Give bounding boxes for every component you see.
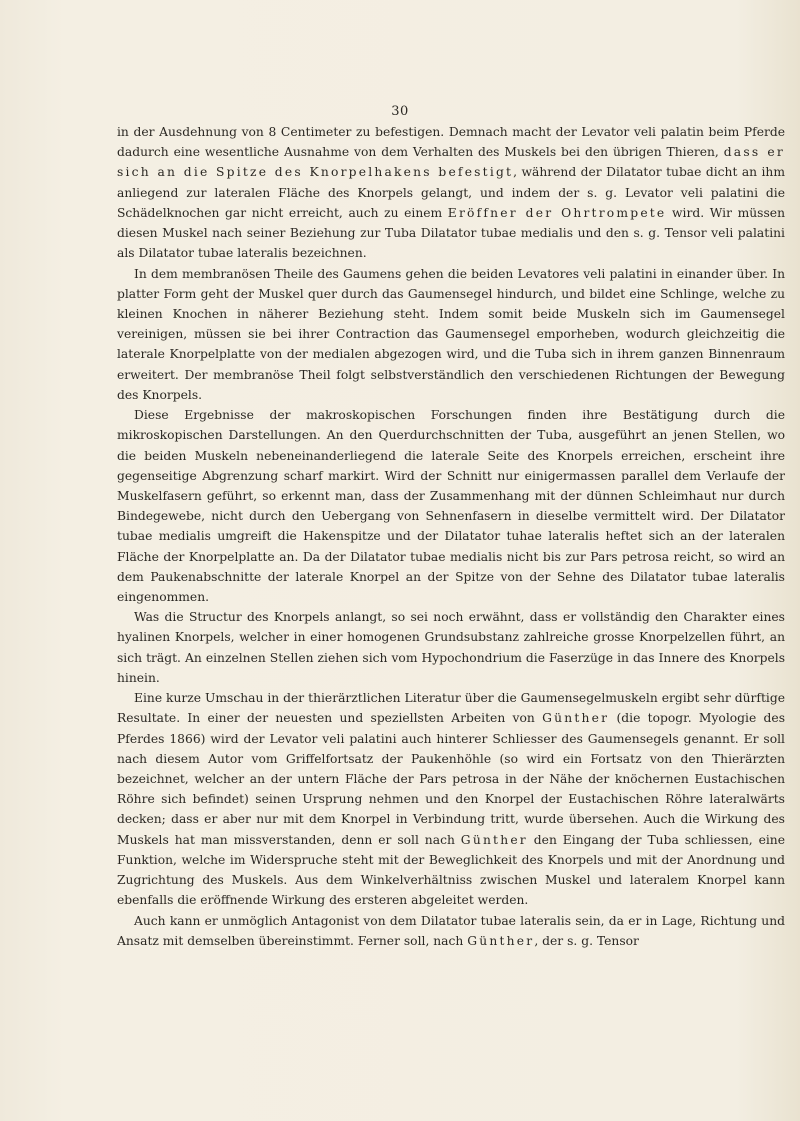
paragraph: [117, 122, 785, 264]
body-text: [117, 122, 785, 951]
spaced-author-name: Günther: [460, 832, 528, 847]
page-number: 30: [391, 104, 409, 119]
spaced-emphasis: Eröffner der Ohrtrompete: [447, 205, 667, 220]
spaced-author-name: Günther: [467, 933, 535, 948]
text-run: wird. Wir müssen diesen Muskel nach seiner Beziehung zur Tuba Dilatator tubae medialis und den s. g. Tensor veli palatini als Dilatator tubae lateralis bezeichnen.: [117, 205, 785, 261]
paragraph: [117, 405, 785, 607]
spaced-author-name: Günther: [542, 711, 610, 726]
paragraph: [117, 264, 785, 406]
text-run: Was die Structur des Knorpels anlangt, so sei noch erwähnt, dass er vollständig den Charakter eines hyalinen Knorpels, welcher in einer homogenen Grundsubstanz zahlreiche grosse Knorpelzellen führt, an sich trägt. An einzelnen Stellen ziehen sich vom Hypochondrium die Faserzüge in das Innere des Knorpels hinein.: [117, 610, 785, 685]
text-run: , der s. g. Tensor: [534, 933, 639, 948]
spaced-emphasis: dass er sich an die Spitze des Knorpelhakens befestigt: [117, 145, 785, 180]
paragraph: [117, 688, 785, 910]
text-run: In dem membranösen Theile des Gaumens gehen die beiden Levatores veli palatini in einander über. In platter Form geht der Muskel quer durch das Gaumensegel hindurch, und bildet eine Schlinge, welche zu kleinen Knochen in näherer Beziehung steht. Indem somit beide Muskeln sich im Gaumensegel vereinigen, müssen sie bei ihrer Contraction das Gaumensegel emporheben, wodurch gleichzeitig die laterale Knorpelplatte von der medialen abgezogen wird, und die Tuba sich in ihrem ganzen Binnenraum erweitert. Der membranöse Theil folgt selbstverständlich den verschiedenen Richtungen der Bewegung des Knorpels.: [117, 266, 785, 402]
text-run: Eine kurze Umschau in der thierärztlichen Literatur über die Gaumensegelmuskeln ergibt sehr dürftige Resultate. In einer der neuesten und speziellsten Arbeiten von: [117, 691, 785, 726]
text-run: den Eingang der Tuba schliessen, eine Funktion, welche im Widerspruche steht mit der Beweglichkeit des Knorpels und mit der Anordnung und Zugrichtung des Muskels. Aus dem Winkelverhältniss zwischen Muskel und lateralem Knorpel kann ebenfalls die eröffnende Wirkung des ersteren abgeleitet werden.: [117, 832, 786, 908]
text-run: , während der Dilatator tubae dicht an ihm anliegend zur lateralen Fläche des Knorpels gelangt, und indem der s. g. Levator veli palatini die Schädelknochen gar nicht erreicht, auch zu einem: [117, 165, 786, 220]
text-run: (die topogr. Myologie des Pferdes 1866) wird der Levator veli palatini auch hinterer Schliesser des Gaumensegels genannt. Er soll nach diesem Autor vom Griffelfortsatz der Paukenhöhle (so wird ein Fortsatz von den Thierärzten bezeichnet, welcher an der untern Fläche der Pars petrosa in der Nähe der knöchernen Eustachischen Röhre sich befindet) seinen Ursprung nehmen und den Knorpel der Eustachischen Röhre lateralwärts decken; dass er aber nur mit dem Knorpel in Verbindung tritt, wurde übersehen. Auch die Wirkung des Muskels hat man missverstanden, denn er soll nach: [117, 711, 786, 847]
text-run: in der Ausdehnung von 8 Centimeter zu befestigen. Demnach macht der Levator veli palatin beim Pferde dadurch eine wesentliche Ausnahme von dem Verhalten des Muskels bei den übrigen Thieren,: [117, 125, 785, 160]
paragraph: [117, 911, 785, 951]
text-run: Diese Ergebnisse der makroskopischen Forschungen finden ihre Bestätigung durch die mikroskopischen Darstellungen. An den Querdurchschnitten der Tuba, ausgeführt an jenen Stellen, wo die beiden Muskeln nebeneinanderliegend die laterale Seite des Knorpels erreichen, erscheint ihre gegenseitige Abgrenzung scharf markirt. Wird der Schnitt nur einigermassen parallel dem Verlaufe der Muskelfasern geführt, so erkennt man, dass der Zusammenhang mit der dünnen Schleimhaut nur durch Bindegewebe, nicht durch den Uebergang von Sehnenfasern in dieselbe vermittelt wird. Der Dilatator tubae medialis umgreift die Hakenspitze und der Dilatator tuhae lateralis heftet sich an der lateralen Fläche der Knorpelplatte an. Da der Dilatator tubae medialis nicht bis zur Pars petrosa reicht, so wird an dem Paukenabschnitte der laterale Knorpel an der Spitze von der Sehne des Dilatator tubae lateralis eingenommen.: [117, 408, 785, 605]
text-run: Auch kann er unmöglich Antagonist von dem Dilatator tubae lateralis sein, da er in Lage, Richtung und Ansatz mit demselben übereinstimmt. Ferner soll, nach: [117, 913, 785, 948]
paragraph: [117, 607, 785, 688]
